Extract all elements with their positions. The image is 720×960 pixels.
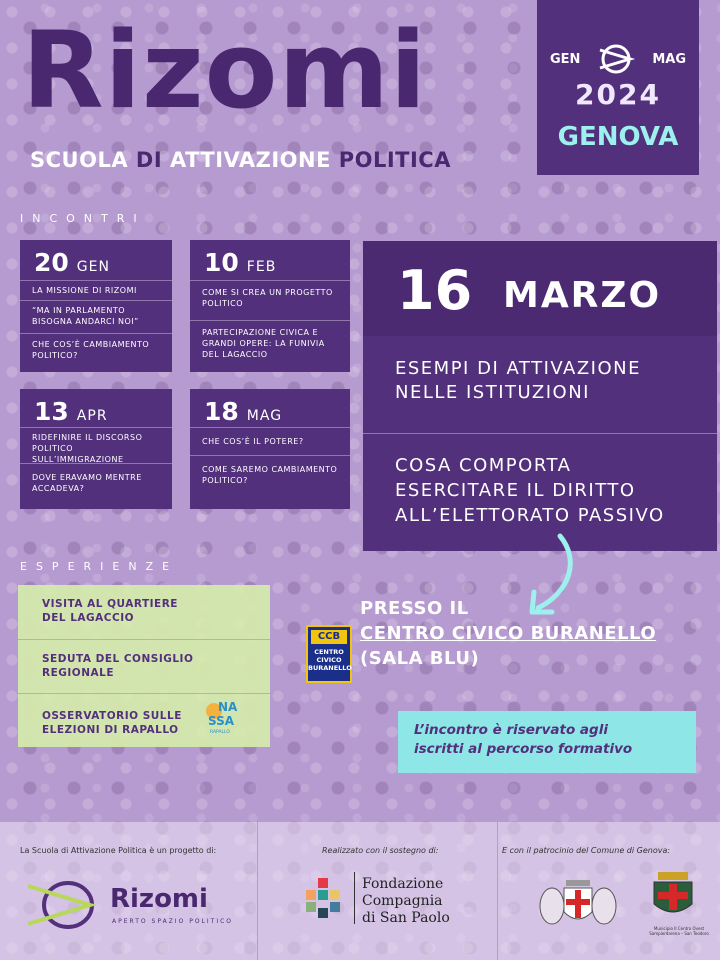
event-topic: DOVE ERAVAMO MENTRE ACCADEVA?: [32, 473, 142, 493]
event-month: MARZO: [503, 275, 662, 316]
event-topic: [395, 453, 665, 529]
nassa-logo-text: RAPALLO: [210, 730, 230, 735]
footer-caption: La Scuola di Attivazione Politica è un progetto di:: [20, 846, 217, 855]
footer-col-support: [258, 822, 498, 960]
municipio-coat-of-arms-icon: [650, 870, 696, 922]
ccb-logo-line: CIVICO: [316, 656, 342, 665]
event-topic: COME SI CREA UN PROGETTO POLITICO: [202, 288, 333, 308]
section-label-incontri: INCONTRI: [20, 212, 146, 225]
year: 2024: [575, 78, 661, 111]
ccb-logo-line: CENTRO: [314, 648, 344, 656]
divider: [190, 427, 350, 428]
footer-col-patronage: [498, 822, 720, 960]
experience-item: [42, 709, 182, 737]
footer-caption: E con il patrocinio del Comune di Genova:: [502, 846, 671, 855]
rizomi-logo-name: Rizomi: [110, 884, 208, 914]
rizomi-logo-tag: APERTO SPAZIO POLITICO: [112, 918, 233, 925]
ccb-logo-mark: CCB: [311, 630, 347, 644]
nassa-logo-text: SSA: [208, 714, 235, 728]
rizomi-arrow-icon: [596, 42, 636, 76]
event-card-20-gen: [20, 240, 172, 372]
topic-line: NELLE ISTITUZIONI: [395, 382, 590, 404]
event-card-16-marzo: [363, 241, 717, 551]
date-to: MAG: [652, 51, 687, 67]
footer: [0, 822, 720, 960]
ccb-logo-line: BURANELLO: [308, 664, 352, 673]
experience-item: [42, 652, 193, 680]
divider: [354, 872, 355, 924]
fondazione-line: Compagnia: [362, 892, 443, 909]
experience-line: OSSERVATORIO SULLE: [42, 710, 182, 722]
note-line: L’incontro è riservato agli: [414, 722, 608, 738]
fondazione-logo-text: [362, 876, 450, 926]
subtitle-part: SCUOLA: [30, 148, 136, 172]
experience-line: ELEZIONI DI RAPALLO: [42, 724, 179, 737]
topic-line: ALL’ELETTORATO PASSIVO: [395, 505, 665, 527]
note-line: iscritti al percorso formativo: [414, 740, 633, 757]
divider: [190, 280, 350, 281]
divider: [18, 693, 270, 694]
municipio-line: Municipio II Centro Ovest: [653, 926, 705, 931]
topic-line: ESERCITARE IL DIRITTO: [395, 480, 636, 502]
event-month: APR: [76, 408, 108, 424]
event-topic: CHE COS’È CAMBIAMENTO POLITICO?: [32, 340, 150, 360]
divider: [190, 320, 350, 321]
subtitle-part: ATTIVAZIONE: [169, 148, 331, 172]
event-day: 16: [397, 259, 473, 322]
divider: [363, 433, 717, 434]
venue: [360, 596, 656, 672]
divider: [20, 333, 172, 334]
event-card-18-mag: [190, 389, 350, 509]
event-topic: “MA IN PARLAMENTO BISOGNA ANDARCI NOI”: [32, 306, 139, 326]
divider: [20, 280, 172, 281]
subtitle: [30, 148, 451, 172]
event-topic: CHE COS’È IL POTERE?: [202, 437, 304, 446]
city: GENOVA: [557, 122, 679, 152]
divider: [20, 427, 172, 428]
footer-col-project: [0, 822, 258, 960]
event-topic: [395, 357, 641, 406]
event-month: FEB: [246, 259, 277, 275]
experience-line: SEDUTA DEL CONSIGLIO: [42, 653, 194, 665]
venue-line: PRESSO IL: [360, 598, 469, 619]
divider: [190, 455, 350, 456]
experience-item: [42, 597, 178, 625]
subtitle-part: POLITICA: [330, 148, 451, 172]
date-box: [537, 0, 699, 175]
event-card-13-apr: [20, 389, 172, 509]
event-topic: LA MISSIONE DI RIZOMI: [32, 286, 137, 295]
divider: [20, 300, 172, 301]
section-label-esperienze: ESPERIENZE: [20, 560, 179, 573]
topic-line: ESEMPI DI ATTIVAZIONE: [395, 358, 641, 379]
rizomi-logo-icon: [26, 876, 102, 934]
footer-caption: Realizzato con il sostegno di:: [322, 846, 439, 855]
municipio-line: Sampierdarena – San Teodoro: [649, 931, 709, 937]
fondazione-line: di San Paolo: [362, 909, 450, 926]
subtitle-part: DI: [135, 148, 170, 172]
experience-line: REGIONALE: [42, 667, 114, 680]
divider: [20, 463, 172, 464]
event-card-10-feb: [190, 240, 350, 372]
experiences-box: [18, 585, 270, 747]
experience-line: DEL LAGACCIO: [42, 612, 135, 625]
event-month: MAG: [246, 408, 283, 424]
topic-line: COSA COMPORTA: [395, 455, 572, 476]
fondazione-line: Fondazione: [362, 876, 444, 892]
event-day: 18: [204, 397, 239, 426]
event-month: GEN: [76, 259, 110, 275]
municipio-caption: [642, 926, 716, 936]
ccb-logo-text: [308, 648, 350, 672]
nassa-logo-text: NA: [218, 700, 238, 714]
event-day: 10: [204, 248, 239, 277]
page-title: Rizomi: [22, 9, 428, 132]
event-topic: RIDEFINIRE IL DISCORSO POLITICO SULL’IMMIGRAZIONE: [32, 433, 143, 464]
genova-coat-of-arms-icon: [536, 872, 620, 934]
event-topic: PARTECIPAZIONE CIVICA E GRANDI OPERE: LA FUNIVIA DEL LAGACCIO: [202, 328, 325, 359]
date-from: GEN: [549, 51, 581, 67]
divider: [18, 639, 270, 640]
experience-line: VISITA AL QUARTIERE: [42, 598, 178, 610]
venue-name: CENTRO CIVICO BURANELLO: [360, 623, 657, 645]
event-day: 13: [34, 397, 69, 426]
event-day: 20: [34, 248, 69, 277]
reserved-note: [398, 711, 696, 773]
fondazione-logo-icon: [304, 876, 344, 920]
ccb-logo: [306, 625, 352, 683]
date-range: [537, 42, 699, 76]
event-topic: COME SAREMO CAMBIAMENTO POLITICO?: [202, 465, 338, 485]
nassa-logo: [204, 699, 258, 743]
venue-room: (SALA BLU): [360, 648, 480, 670]
